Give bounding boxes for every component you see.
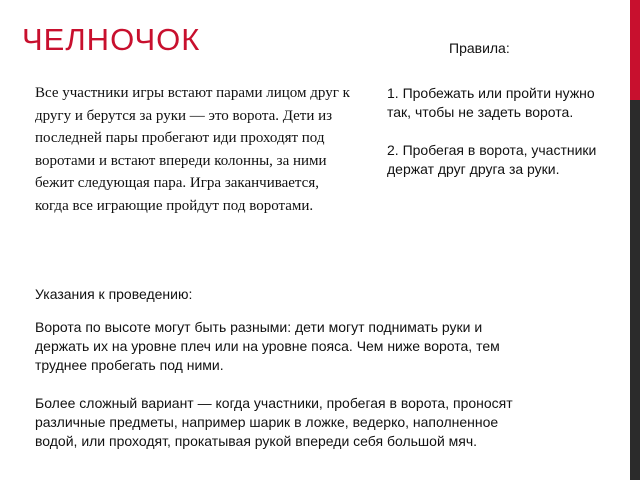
decorative-side-bar [630,0,640,480]
instructions-heading: Указания к проведению: [35,286,193,302]
rule-item: 1. Пробежать или пройти нужно так, чтобы не задеть ворота. [387,85,595,120]
rules-list [387,84,607,198]
instructions-block [35,318,540,470]
rules-heading: Правила: [449,40,510,56]
instruction-paragraph: Ворота по высоте могут быть разными: дети могут поднимать руки и держать их на уровне плеч или на уровне пояса. Чем ниже ворота, тем труднее пробегать под ними. [35,319,500,373]
side-bar-red-segment [630,0,640,100]
instruction-paragraph: Более сложный вариант — когда участники, пробегая в ворота, проносят различные предметы, например шарик в ложке, ведерко, наполненное водой, или проходят, прокатывая рукой впереди себя большой мяч. [35,395,513,449]
rule-item: 2. Пробегая в ворота, участники держат друг друга за руки. [387,142,597,177]
slide-title: ЧЕЛНОЧОК [22,22,201,57]
game-description: Все участники игры встают парами лицом друг к другу и берутся за руки — это ворота. Дети из последней пары пробегают иди проходят под воротами и встают впереди колонны, за ними бежит следующая пара. Игра заканчивается, когда все играющие пройдут под воротами. [35,85,350,214]
side-bar-dark-segment [630,100,640,480]
